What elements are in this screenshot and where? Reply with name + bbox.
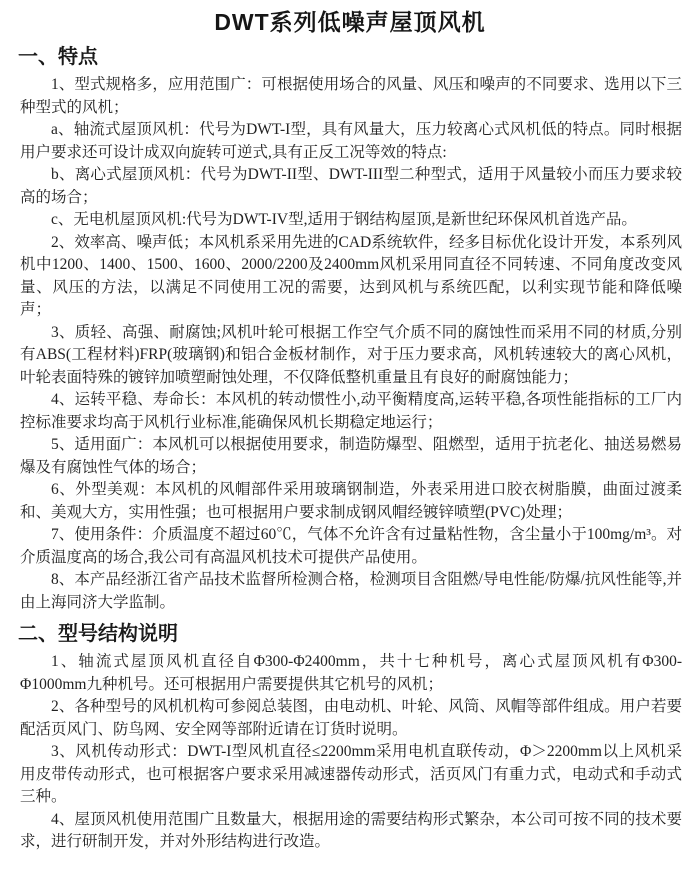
feature-item-1c-motorless: c、无电机屋顶风机:代号为DWT-IV型,适用于钢结构屋顶,是新世纪环保风机首选产品。	[51, 211, 637, 228]
feature-item-1: 1、型式规格多，应用范围广：可根据使用场合的风量、风压和噪声的不同要求、选用以下三种型式的风机；	[20, 76, 682, 116]
feature-item-3: 3、质轻、高强、耐腐蚀;风机叶轮可根据工作空气介质不同的腐蚀性而采用不同的材质,分别有ABS(工程材料)FRP(玻璃钢)和铝合金板材制作，对于压力要求高，风机转速较大的离心风机，叶轮表面特殊的镀锌加喷塑耐蚀处理，不仅降低整机重量且有良好的耐腐蚀能力；	[20, 323, 682, 386]
feature-item-6: 6、外型美观：本风机的风帽部件采用玻璃钢制造，外表采用进口胶衣树脂膜，曲面过渡柔和、美观大方，实用性强；也可根据用户要求制成钢风帽经镀锌喷塑(PVC)处理；	[20, 481, 682, 521]
section-2-heading-model-structure: 二、型号结构说明	[18, 623, 178, 645]
feature-item-8: 8、本产品经浙江省产品技术监督所检测合格，检测项目含阻燃/导电性能/防爆/抗风性能等,并由上海同济大学监制。	[20, 571, 682, 611]
section-2-body	[20, 651, 682, 854]
feature-item-2: 2、效率高、噪声低；本风机系采用先进的CAD系统软件，经多目标优化设计开发，本系列风机中1200、1400、1500、1600、2000/2200及2400mm风机采用同直径不同转速、不同角度改变风量、风压的方法，以满足不同使用工况的需要，达到风机与系统匹配，以利实现节能和降低噪声；	[20, 233, 682, 318]
feature-item-1a-axial: a、轴流式屋顶风机：代号为DWT-I型，具有风量大，压力较离心式风机低的特点。同时根据用户要求还可设计成双向旋转可逆式,具有正反工况等效的特点:	[20, 121, 682, 161]
section-1-heading-features: 一、特点	[18, 46, 98, 68]
feature-item-1b-centrifugal: b、离心式屋顶风机：代号为DWT-II型、DWT-III型二种型式，适用于风量较小而压力要求较高的场合；	[20, 166, 682, 206]
feature-item-4: 4、运转平稳、寿命长：本风机的转动惯性小,动平衡精度高,运转平稳,各项性能指标的工厂内控标准要求均高于风机行业标准,能确保风机长期稳定地运行；	[20, 391, 682, 431]
model-item-1: 1、轴流式屋顶风机直径自Φ300-Φ2400mm，共十七种机号，离心式屋顶风机有Φ300-Φ1000mm九种机号。还可根据用户需要提供其它机号的风机；	[20, 653, 682, 693]
feature-item-5: 5、适用面广：本风机可以根据使用要求，制造防爆型、阻燃型，适用于抗老化、抽送易燃易爆及有腐蚀性气体的场合；	[20, 436, 682, 476]
model-item-4: 4、屋顶风机使用范围广且数量大，根据用途的需要结构形式繁杂，本公司可按不同的技术要求，进行研制开发，并对外形结构进行改造。	[20, 810, 682, 850]
document-title: DWT系列低噪声屋顶风机	[214, 9, 486, 35]
section-1-body	[20, 74, 682, 614]
feature-item-7: 7、使用条件：介质温度不超过60℃，气体不允许含有过量粘性物，含尘量小于100mg/m³。对介质温度高的场合,我公司有高温风机技术可提供产品使用。	[20, 526, 682, 566]
model-item-3: 3、风机传动形式：DWT-I型风机直径≤2200mm采用电机直联传动，Φ＞2200mm以上风机采用皮带传动形式，也可根据客户要求采用减速器传动形式，活页风门有重力式，电动式和手动式三种。	[20, 743, 682, 805]
model-item-2: 2、各种型号的风机机构可参阅总装图，由电动机、叶轮、风筒、风帽等部件组成。用户若要配活页风门、防鸟网、安全网等部附近请在订货时说明。	[20, 698, 682, 738]
